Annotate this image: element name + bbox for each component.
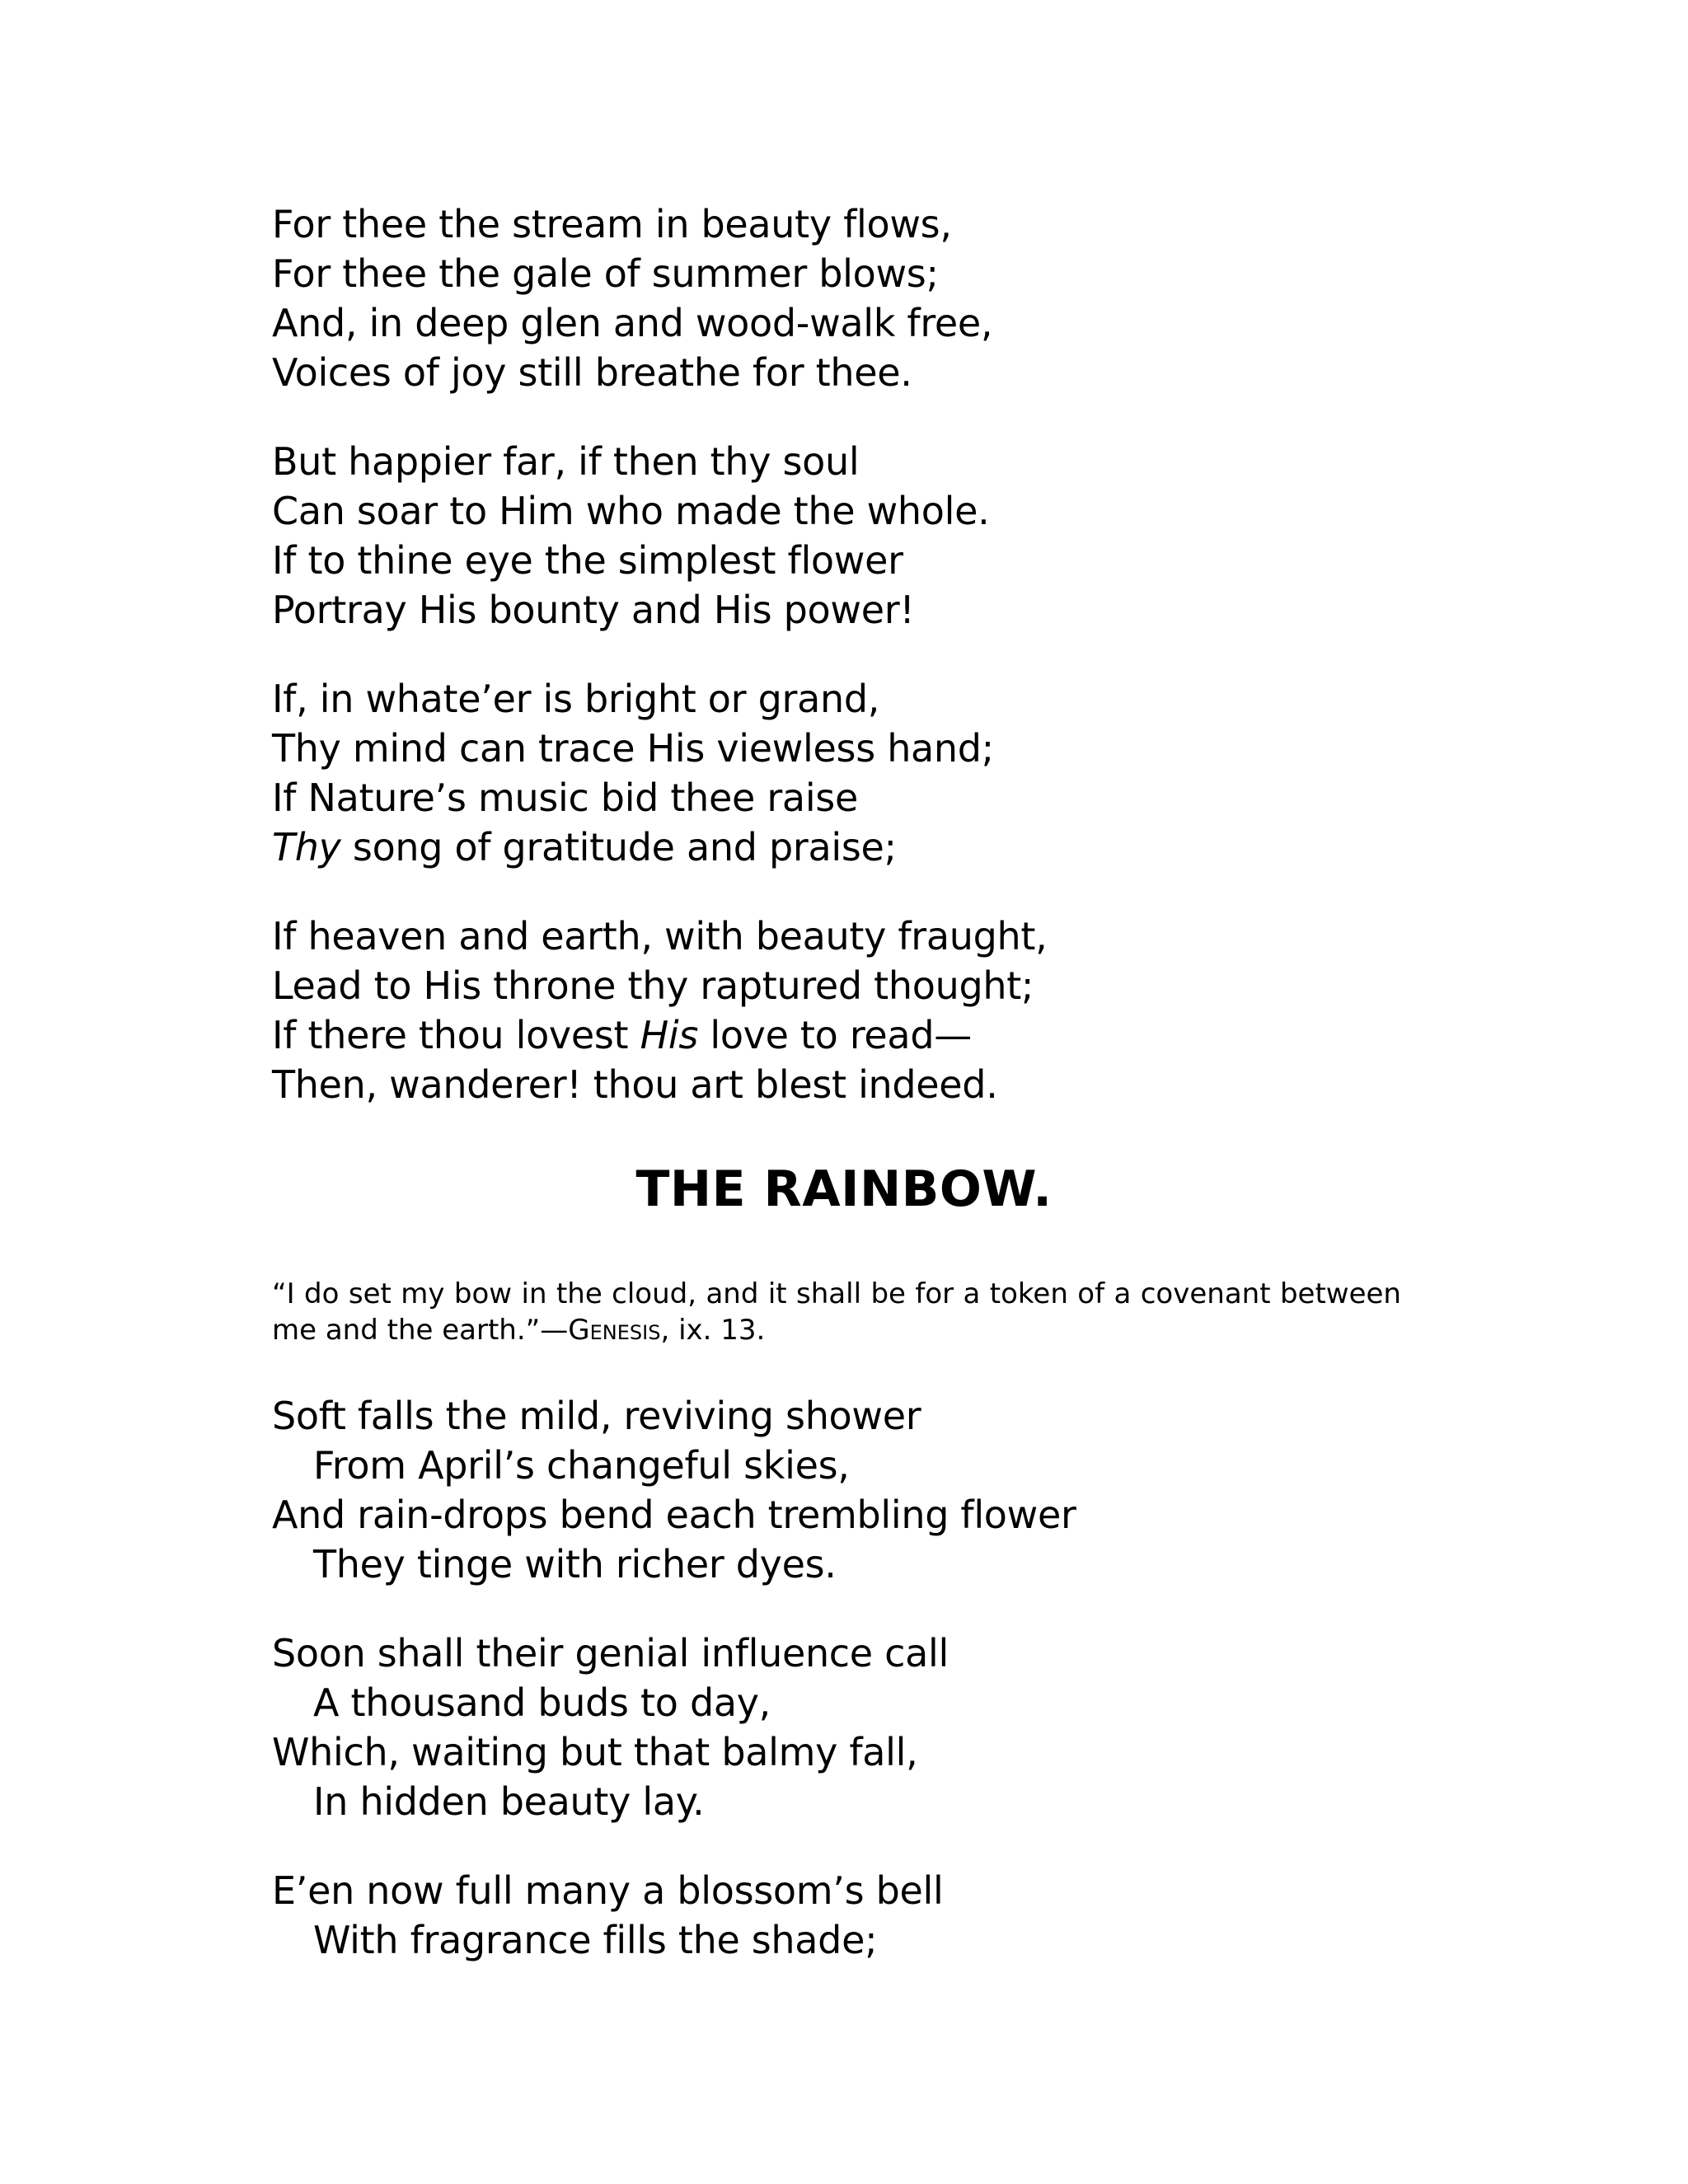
poem-line: But happier far, if then thy soul (272, 439, 860, 484)
line-text: If there thou lovest (272, 1013, 640, 1057)
poem-line: And, in deep glen and wood-walk free, (272, 301, 993, 345)
poem-line: Which, waiting but that balmy fall, (272, 1730, 918, 1774)
poem-line (272, 823, 1426, 872)
poem-line: Portray His bounty and His power! (272, 588, 915, 632)
poem-line (272, 1010, 1426, 1060)
poem-stanza (272, 1629, 1426, 1826)
poem-stanza (272, 1866, 1426, 1965)
poem-line-indented: A thousand buds to day, (313, 1680, 771, 1725)
epigraph-reference: , ix. 13. (660, 1314, 766, 1347)
poem-line: Lead to His throne thy raptured thought; (272, 963, 1034, 1008)
line-text: love to read— (698, 1013, 972, 1057)
poem-line: For thee the stream in beauty flows, (272, 202, 952, 246)
poem-line: If to thine eye the simplest flower (272, 538, 903, 583)
epigraph-quote: “I do set my bow in the cloud, and it shall be for a token of a covenant between me and the earth.”— (272, 1277, 1401, 1347)
italic-word: Thy (272, 825, 341, 869)
italic-word: His (640, 1013, 699, 1057)
poem-stanza (272, 674, 1426, 872)
poem-stanza (272, 199, 1426, 397)
poem-line: For thee the gale of summer blows; (272, 251, 939, 296)
poem-line: Then, wanderer! thou art blest indeed. (272, 1062, 998, 1107)
poem-line: Soft falls the mild, reviving shower (272, 1394, 921, 1438)
epigraph-source: Genesis (568, 1314, 661, 1347)
poem-stanza (272, 1391, 1426, 1589)
poem-line: Voices of joy still breathe for thee. (272, 350, 912, 395)
epigraph (272, 1276, 1401, 1348)
poem-line: Soon shall their genial influence call (272, 1631, 949, 1675)
poem-line: Thy mind can trace His viewless hand; (272, 726, 994, 771)
poem-stanza (272, 437, 1426, 635)
poem-line: Can soar to Him who made the whole. (272, 489, 990, 533)
poem-stanza (272, 912, 1426, 1109)
poem-title: THE RAINBOW. (635, 1160, 1053, 1218)
poem-line-indented: They tinge with richer dyes. (313, 1542, 837, 1586)
poem-line-indented: With fragrance fills the shade; (313, 1918, 878, 1962)
poem-line-indented: In hidden beauty lay. (313, 1779, 705, 1824)
poem-line: If heaven and earth, with beauty fraught, (272, 914, 1048, 958)
line-text: song of gratitude and praise; (340, 825, 897, 869)
poem-line: E’en now full many a blossom’s bell (272, 1868, 944, 1913)
poem-line: If Nature’s music bid thee raise (272, 776, 858, 820)
poem-line-indented: From April’s changeful skies, (313, 1443, 850, 1488)
poem-line: And rain-drops bend each trembling flower (272, 1493, 1076, 1537)
poem-line: If, in whate’er is bright or grand, (272, 677, 880, 721)
